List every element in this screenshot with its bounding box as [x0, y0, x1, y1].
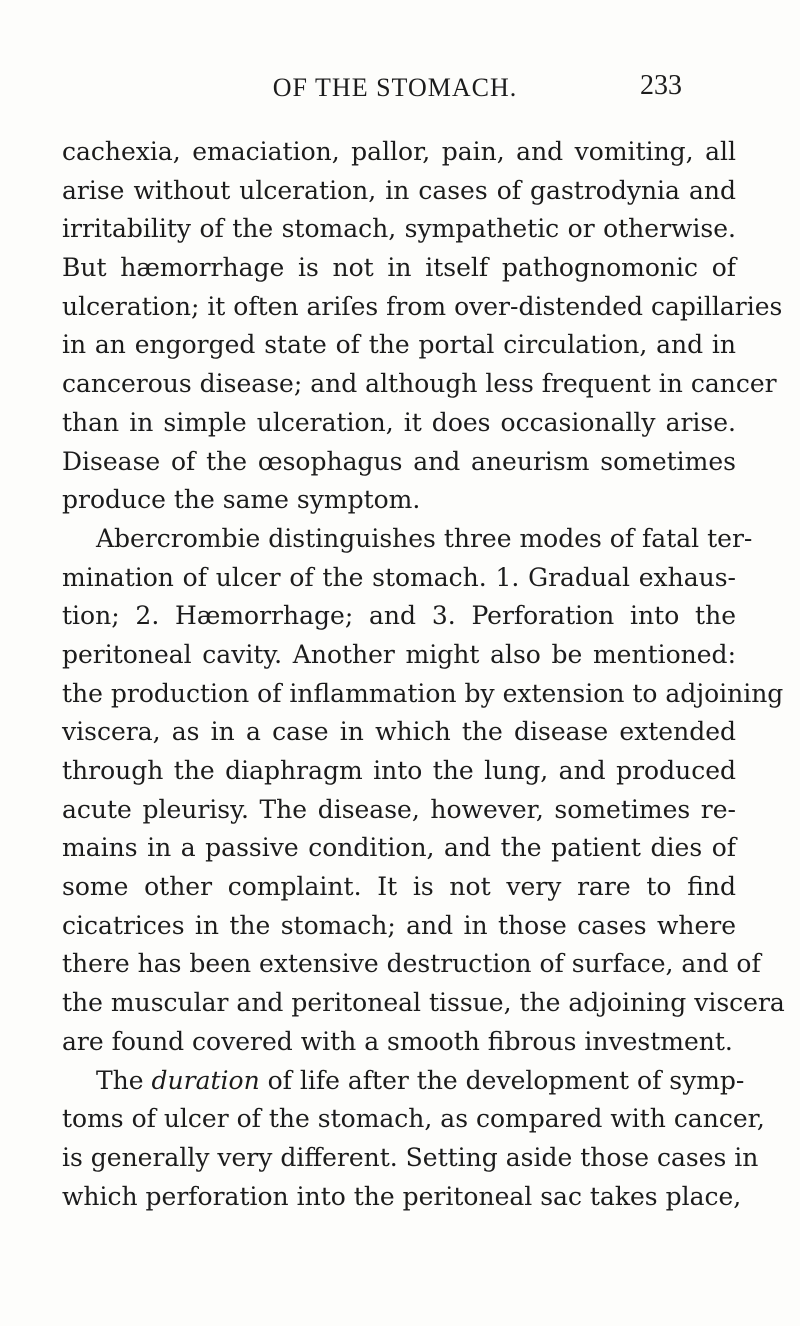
text-line: produce the same symptom. [62, 485, 421, 515]
text-line: peritoneal cavity. Another might also be mentioned: [62, 639, 736, 669]
text-line: than in simple ulceration, it does occasionally arise. [62, 407, 736, 437]
text-line: in an engorged state of the portal circulation, and in [62, 330, 736, 360]
text-line: cicatrices in the stomach; and in those cases where [62, 910, 736, 940]
text-line: mination of ulcer of the stomach. 1. Gradual exhaus- [62, 562, 736, 592]
text-line: acute pleurisy. The disease, however, sometimes re- [62, 794, 736, 824]
body-text [62, 133, 785, 1216]
text-line: the production of inflammation by extension to adjoining [62, 678, 784, 708]
running-head: OF THE STOMACH. [272, 73, 518, 102]
text-line: through the diaphragm into the lung, and produced [62, 756, 736, 785]
paragraph-start-line [62, 1062, 745, 1101]
text-line: Disease of the œsophagus and aneurism sometimes [62, 446, 736, 476]
text-line: But hæmorrhage is not in itself pathognomonic of [62, 253, 736, 283]
italic-term-duration: duration [151, 1065, 260, 1095]
text-line: tion; 2. Hæmorrhage; and 3. Perforation into the [62, 601, 736, 631]
text-segment: of life after the development of symp- [259, 1065, 745, 1095]
text-line: irritability of the stomach, sympathetic or otherwise. [62, 214, 736, 244]
text-line: toms of ulcer of the stomach, as compared with cancer, [62, 1104, 765, 1134]
text-line: which perforation into the peritoneal sac takes place, [62, 1181, 742, 1211]
text-line: are found covered with a smooth fibrous investment. [62, 1026, 733, 1056]
text-line: there has been extensive destruction of surface, and of [62, 949, 761, 979]
text-line: ulceration; it often ariſes from over-distended capillaries [62, 291, 783, 321]
page-number: 233 [640, 70, 682, 101]
text-line: mains in a passive condition, and the patient dies of [62, 833, 736, 863]
text-line: the muscular and peritoneal tissue, the adjoining viscera [62, 988, 785, 1018]
paragraph-start-line: Abercrombie distinguishes three modes of fatal ter- [96, 523, 753, 553]
text-line: is generally very different. Setting aside those cases in [62, 1142, 759, 1172]
text-line: viscera, as in a case in which the disease extended [62, 717, 736, 747]
text-line: cancerous disease; and although less frequent in cancer [62, 369, 777, 399]
text-segment: The [96, 1065, 152, 1095]
text-line: some other complaint. It is not very rare to find [62, 872, 736, 902]
text-line: cachexia, emaciation, pallor, pain, and vomiting, all [62, 137, 736, 166]
text-line: arise without ulceration, in cases of gastrodynia and [62, 175, 736, 205]
